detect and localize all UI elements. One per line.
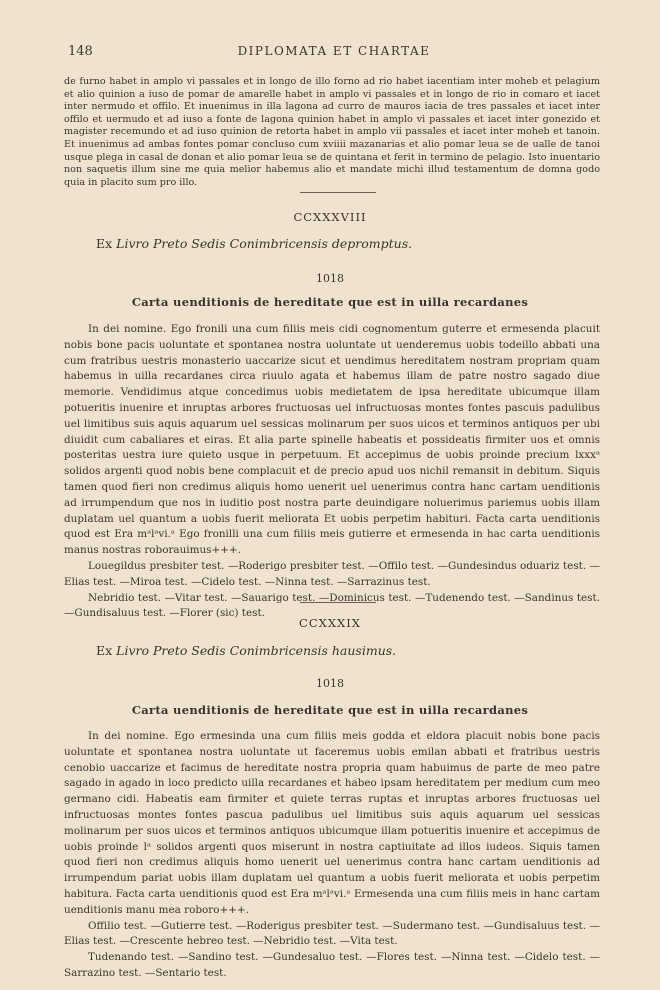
page-number: 148: [68, 44, 93, 59]
charter-source: [96, 236, 412, 251]
charter-body: [64, 729, 600, 982]
previous-charter-text: de furno habet in amplo vi passales et in longo de illo forno ad rio habet iacentiam inter moheb et pelagium et alio quinion a iuso de pomar de amarelle habet in amplo vi passales et in longo de rio in comaro et iacet inter nermudo et offilo. Et inuenimus in illa lagona ad curro de mauros iacia de tres passales et iacet inter offilo et uermudo et ad iuso a fonte de lagona quinion habet in amplo vi passales et iacet inter gonezido et magister recemundo et ad iuso quinion de retorta habet in amplo vii passales et iacet inter moheb et tanoin. Et inuenimus ad ambas fontes pomar concluso cum xviiii mazanarias et alio pomar leua se de ualle de tanoi usque plega in casal de donan et alio pomar leua se de quintana et ferit in termino de pelagio. Isto inuentario non saquetis illum sine me quia melior habemus alio et mandate michi illud testamentum de domna godo quia in placito sum pro illo.: [64, 76, 600, 188]
source-text: Livro Preto Sedis Conimbricensis hausimus.: [116, 643, 397, 658]
charter-witnesses-2: Nebridio test. —Vitar test. —Sauarigo test. —Dominicus test. —Tudenendo test. —Sandinus test. —Gundisaluus test. —Florer (sic) test.: [64, 591, 600, 620]
section-rule: [300, 602, 376, 603]
charter-number: CCXXXVIII: [293, 210, 367, 224]
charter-witnesses: Offilio test. —Gutierre test. —Roderigus presbiter test. —Sudermano test. —Gundisaluus test. —Elias test. —Crescente hebreo test. —Nebridio test. —Vita test.: [64, 919, 600, 948]
running-title: DIPLOMATA ET CHARTAE: [237, 44, 431, 58]
charter-text: In dei nomine. Ego fronili una cum filiis meis cidi cognomentum guterre et ermesenda placuit nobis bone pacis uoluntate et spontanea nostra uoluntate ut uenderemus uobis todeillo abbati una cum fratribus uestris monasterio uaccarize sicut et uendimus hereditatem nostram propriam quam habemus in uilla recardanes circa riuulo agata et habemus illam de patre nostro sagado diue memorie. Vendidimus atque concedimus uobis medietatem de ipsa hereditate ubicumque illam potueritis inuenire et inruptas arbores fructuosas uel infructuosas montes fontes pascuis padulibus uel limitibus suis aquis aquarum uel sessicas molinarum per suos uicos et terminos antiquos per ubi diuidit cum cabaliares et eiras. Et alia parte spinelle habeatis et possideatis firmiter uos et omnis posteritas uestra iure quieto usque in perpetuum. Et accepimus de uobis proinde precium lxxxᵃ solidos argenti quod nobis bene complacuit et de precio apud uos nichil remansit in debitum. Siquis tamen quod fieri non credimus aliquis homo uenerit uel uenerimus contra hanc cartam uenditionis ad irrumpendum que nos in iuditio post nostra parte deuindigare noluerimus pariemus uobis illam duplatam uel quantum a uobis fuerit meliorata Et uobis perpetim habituri. Facta carta uenditionis quod est Era mᵃlᵃvi.ᵃ Ego fronilli una cum filiis meis gutierre et ermesenda in hac carta uenditionis manus nostras roborauimus+++.: [64, 323, 600, 557]
charter-title: Carta uenditionis de hereditate que est in uilla recardanes: [131, 295, 529, 309]
charter-title: Carta uenditionis de hereditate que est in uilla recardanes: [131, 703, 529, 717]
charter-year: 1018: [316, 272, 344, 285]
source-lead: Ex: [96, 643, 113, 658]
source-lead: Ex: [96, 236, 113, 251]
charter-year: 1018: [316, 677, 344, 690]
previous-charter-ending: [64, 76, 600, 189]
charter-body: [64, 322, 600, 622]
section-rule: [300, 192, 376, 193]
charter-number: CCXXXIX: [299, 616, 361, 630]
charter-source: [96, 643, 396, 658]
source-text: Livro Preto Sedis Conimbricensis depromptus.: [116, 236, 413, 251]
charter-witnesses: Louegildus presbiter test. —Roderigo presbiter test. —Offilo test. —Gundesindus oduariz test. —Elias test. —Miroa test. —Cidelo test. —Ninna test. —Sarrazinus test.: [64, 559, 600, 588]
charter-text: In dei nomine. Ego ermesinda una cum filiis meis godda et eldora placuit nobis bone pacis uoluntate et spontanea nostra uoluntate ut faceremus uobis emilan abbati et fratribus uestris cenobio uaccarize et facimus de hereditate nostra propria quam habuimus de parte de meo patre sagado in agado in loco predicto uilla recardanes et habeo ipsam hereditatem per medium cum meo germano cidi. Habeatis eam firmiter et quiete terras ruptas et inruptas arbores fructuosas uel infructuosas montes fontes pascua padulibus uel limitibus suis aquis aquarum uel sessicas molinarum per suos uicos et terminos antiquos ubicumque illam potueritis inuenire et accepimus de uobis proinde lᵃ solidos argenti quos miserunt in nostra captiuitate ad illos iudeos. Siquis tamen quod fieri non credimus aliquis homo uenerit uel uenerimus contra hanc cartam uenditionis ad irrumpendum pariat uobis illam duplatam uel quantum a uobis fuerit meliorata et uobis perpetim habitura. Facta carta uenditionis quod est Era mᵃlᵃvi.ᵃ Ermesenda una cum filiis meis in hanc cartam uenditionis manu mea roboro+++.: [64, 730, 600, 916]
charter-witnesses-2: Tudenando test. —Sandino test. —Gundesaluo test. —Flores test. —Ninna test. —Cidelo test. —Sarrazino test. —Sentario test.: [64, 951, 600, 979]
page-header: [68, 44, 600, 64]
